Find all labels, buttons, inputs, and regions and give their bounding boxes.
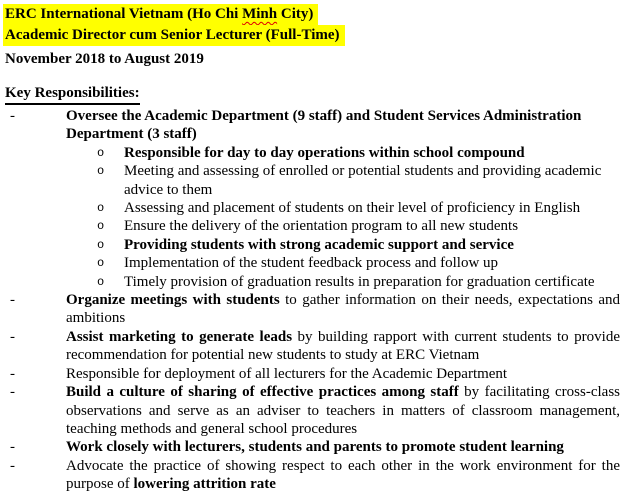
job-title-line bbox=[3, 25, 628, 46]
sub-list-item-text bbox=[124, 236, 620, 254]
list-item bbox=[3, 107, 628, 291]
company-line bbox=[3, 4, 628, 25]
text-segment: Oversee the Academic Department (9 staff) and Student Services Administration Department (3 staff) bbox=[66, 108, 582, 143]
sub-list-item bbox=[97, 254, 620, 272]
sub-list-item-text bbox=[124, 273, 620, 291]
list-item bbox=[3, 365, 628, 383]
text-segment: Ensure the delivery of the orientation program to all new students bbox=[124, 218, 519, 235]
text-segment: lowering attrition rate bbox=[133, 476, 276, 493]
text-segment: Assist marketing to generate leads bbox=[66, 328, 293, 345]
list-item-text bbox=[66, 365, 628, 383]
dash-bullet: - bbox=[10, 365, 15, 382]
text-segment: Organize meetings with students bbox=[66, 292, 280, 309]
list-item bbox=[3, 291, 628, 328]
dash-bullet: - bbox=[10, 108, 15, 124]
company-name-post: City) bbox=[277, 6, 314, 22]
circle-bullet: o bbox=[97, 237, 105, 252]
circle-bullet: o bbox=[97, 164, 105, 179]
text-segment: by building rapport with current students to provide recommendation for potential new students to study at ERC Vietnam bbox=[66, 328, 620, 364]
dash-bullet: - bbox=[10, 439, 15, 456]
section-heading-text: Key Responsibilities: bbox=[5, 83, 140, 105]
responsibilities-list bbox=[3, 107, 628, 494]
list-item bbox=[3, 328, 628, 365]
text-segment: by facilitating cross-class observations and serve as an adviser to teachers in matters of classroom management, teaching methods and general school procedures bbox=[66, 384, 620, 437]
company-name-pre: ERC International Vietnam (Ho Chi bbox=[5, 6, 243, 22]
sub-list-item-text bbox=[124, 254, 620, 272]
sub-list-item-text bbox=[124, 144, 620, 162]
text-segment: Responsible for day to day operations within school compound bbox=[124, 144, 525, 161]
list-item bbox=[3, 438, 628, 456]
circle-bullet: o bbox=[97, 219, 105, 234]
list-item bbox=[3, 383, 628, 438]
list-item-text bbox=[66, 291, 628, 328]
sub-list-item-text bbox=[124, 217, 620, 235]
spellcheck-squiggle-word: Minh bbox=[242, 6, 278, 22]
company-highlight bbox=[3, 4, 318, 25]
sub-list-item bbox=[97, 236, 620, 254]
sub-list-item-text bbox=[124, 199, 620, 217]
list-item-text bbox=[66, 328, 628, 365]
circle-bullet: o bbox=[97, 274, 105, 289]
date-range: November 2018 to August 2019 bbox=[5, 51, 204, 67]
text-segment: Meeting and assessing of enrolled or potential students and providing academic advice to them bbox=[124, 163, 602, 198]
text-segment: to gather information on their needs, expectations and ambitions bbox=[66, 292, 621, 327]
text-segment: Work closely with lecturers, students and parents to promote student learning bbox=[66, 439, 564, 456]
list-item-text bbox=[66, 457, 628, 494]
circle-bullet: o bbox=[97, 145, 105, 160]
sub-list-item bbox=[97, 162, 620, 199]
text-segment: Responsible for deployment of all lecturers for the Academic Department bbox=[66, 365, 508, 382]
text-segment: Advocate the practice of showing respect to each other in the work environment for the purpose of bbox=[66, 457, 620, 493]
list-item-text bbox=[66, 107, 628, 291]
list-item-text bbox=[66, 383, 628, 438]
text-segment: Timely provision of graduation results in preparation for graduation certificate bbox=[124, 273, 595, 290]
sub-list-item bbox=[97, 273, 620, 291]
text-segment: Assessing and placement of students on their level of proficiency in English bbox=[124, 200, 581, 217]
sub-list-item bbox=[97, 217, 620, 235]
list-item-text bbox=[66, 438, 628, 456]
circle-bullet: o bbox=[97, 201, 105, 216]
sub-list-item bbox=[97, 144, 620, 162]
list-item bbox=[3, 457, 628, 494]
dash-bullet: - bbox=[10, 457, 15, 474]
text-segment: Implementation of the student feedback process and follow up bbox=[124, 255, 499, 272]
job-title-highlight: Academic Director cum Senior Lecturer (Full-Time) bbox=[3, 25, 345, 46]
sub-list-item-text bbox=[124, 162, 620, 199]
dash-bullet: - bbox=[10, 328, 15, 345]
text-segment: Build a culture of sharing of effective practices among staff bbox=[66, 384, 459, 401]
dash-bullet: - bbox=[10, 384, 15, 401]
circle-bullet: o bbox=[97, 256, 105, 271]
sub-list-item bbox=[97, 199, 620, 217]
section-heading bbox=[5, 83, 628, 105]
text-segment: Providing students with strong academic support and service bbox=[124, 236, 514, 253]
dash-bullet: - bbox=[10, 292, 15, 309]
